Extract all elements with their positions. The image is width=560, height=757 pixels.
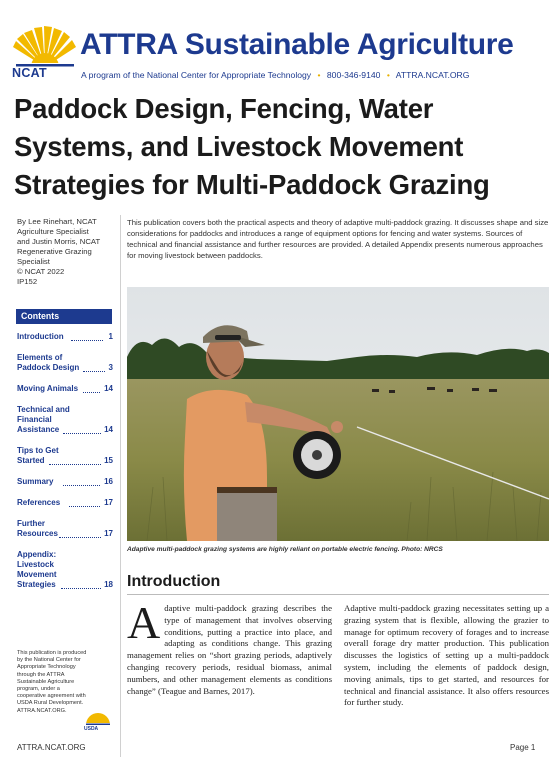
brand-title: ATTRA Sustainable Agriculture	[80, 28, 514, 61]
byline	[17, 217, 117, 287]
table-of-contents	[17, 332, 113, 601]
toc-label: Appendix: Livestock Movement Strategies	[17, 550, 57, 589]
toc-page: 15	[104, 456, 113, 465]
toc-label: Tips to Get Started	[17, 446, 59, 465]
contents-heading: Contents	[16, 309, 112, 324]
program-text: A program of the National Center for Appropriate Technology	[81, 70, 312, 80]
toc-item-appendix[interactable]	[17, 550, 113, 590]
column-divider	[120, 215, 121, 757]
toc-label: Elements of Paddock Design	[17, 353, 80, 372]
phone-number: 800-346-9140	[326, 70, 381, 80]
page-number: Page 1	[510, 743, 536, 752]
toc-page: 1	[108, 332, 113, 341]
toc-item-technical-assistance[interactable]	[17, 405, 113, 435]
toc-label: Further Resources	[17, 519, 58, 538]
toc-item-summary[interactable]	[17, 477, 113, 487]
toc-item-references[interactable]	[17, 498, 113, 508]
intro-column-1	[127, 597, 332, 697]
toc-item-tips[interactable]	[17, 446, 113, 466]
usda-wordmark: USDA	[84, 726, 99, 732]
toc-page: 14	[104, 425, 113, 434]
toc-page: 16	[104, 477, 113, 486]
brand-subtitle	[81, 70, 469, 80]
footer-site-link[interactable]: ATTRA.NCAT.ORG	[17, 743, 86, 752]
toc-item-paddock-design[interactable]	[17, 353, 113, 373]
byline-line: By Lee Rinehart, NCAT	[17, 217, 97, 226]
byline-line: Specialist	[17, 257, 50, 266]
byline-line: and Justin Morris, NCAT	[17, 237, 101, 246]
section-rule	[127, 594, 549, 595]
toc-page: 17	[104, 529, 113, 538]
document-title: Paddock Design, Fencing, Water Systems, and Livestock Movement Strategies for Multi-Paddock Grazing	[14, 93, 490, 200]
toc-page: 17	[104, 498, 113, 507]
copyright: © NCAT 2022	[17, 267, 65, 276]
intro-column-2: Adaptive multi-paddock grazing necessitates setting up a grazing system that is flexible, allowing the grazier to manage for optimum recovery of forages and to increase overall forage dry matter production. This publication discusses the logistics of setting up a multi-paddock system, including the elements of paddock design, moving animals, tips to get started, and resources for technical and financial assistance. It also offers resources for further study.	[344, 603, 549, 708]
abstract: This publication covers both the practical aspects and theory of adaptive multi-paddock grazing. It discusses shape and size considerations for paddocks and introduces a range of equipment options for fencing and water systems. Sources of technical and financial assistance and further resources are provided. A detailed Appendix presents numerous approaches for moving livestock between paddocks.	[127, 218, 549, 260]
separator-dot: •	[386, 70, 390, 80]
toc-page: 18	[104, 580, 113, 589]
drop-cap: A	[127, 597, 161, 648]
section-heading-introduction: Introduction	[127, 573, 221, 590]
funding-note: This publication is produced by the National Center for Appropriate Technology through the ATTRA Sustainable Agriculture program, under a cooperative agreement with USDA Rural Development. ATTRA.NCAT.ORG.	[17, 650, 87, 714]
page-header	[0, 0, 560, 88]
publication-id: IP152	[17, 277, 38, 286]
toc-item-introduction[interactable]	[17, 332, 113, 342]
toc-label: Summary	[17, 477, 54, 486]
ncat-wordmark: NCAT	[12, 66, 47, 80]
site-link[interactable]: ATTRA.NCAT.ORG	[395, 70, 470, 80]
photo-caption: Adaptive multi-paddock grazing systems are highly reliant on portable electric fencing. Photo: NRCS	[127, 546, 443, 553]
toc-item-moving-animals[interactable]	[17, 384, 113, 394]
farmer-fencing-photo	[127, 287, 549, 541]
toc-label: Moving Animals	[17, 384, 79, 393]
toc-page: 14	[104, 384, 113, 393]
toc-page: 3	[108, 363, 113, 372]
byline-line: Agriculture Specialist	[17, 227, 89, 236]
toc-label: Introduction	[17, 332, 64, 341]
intro-paragraph-1: daptive multi-paddock grazing describes the type of management that involves observing conditions, putting a practice into place, and adapting as conditions change. This grazing management relies on “short grazing periods, adaptively changing recovery periods, residual biomass, animal numbers, and other management elements as conditions change” (Teague and Barnes, 2017).	[127, 603, 332, 696]
separator-dot: •	[317, 70, 321, 80]
toc-label: Technical and Financial Assistance	[17, 405, 70, 434]
toc-item-further-resources[interactable]	[17, 519, 113, 539]
toc-label: References	[17, 498, 61, 507]
byline-line: Regenerative Grazing	[17, 247, 92, 256]
